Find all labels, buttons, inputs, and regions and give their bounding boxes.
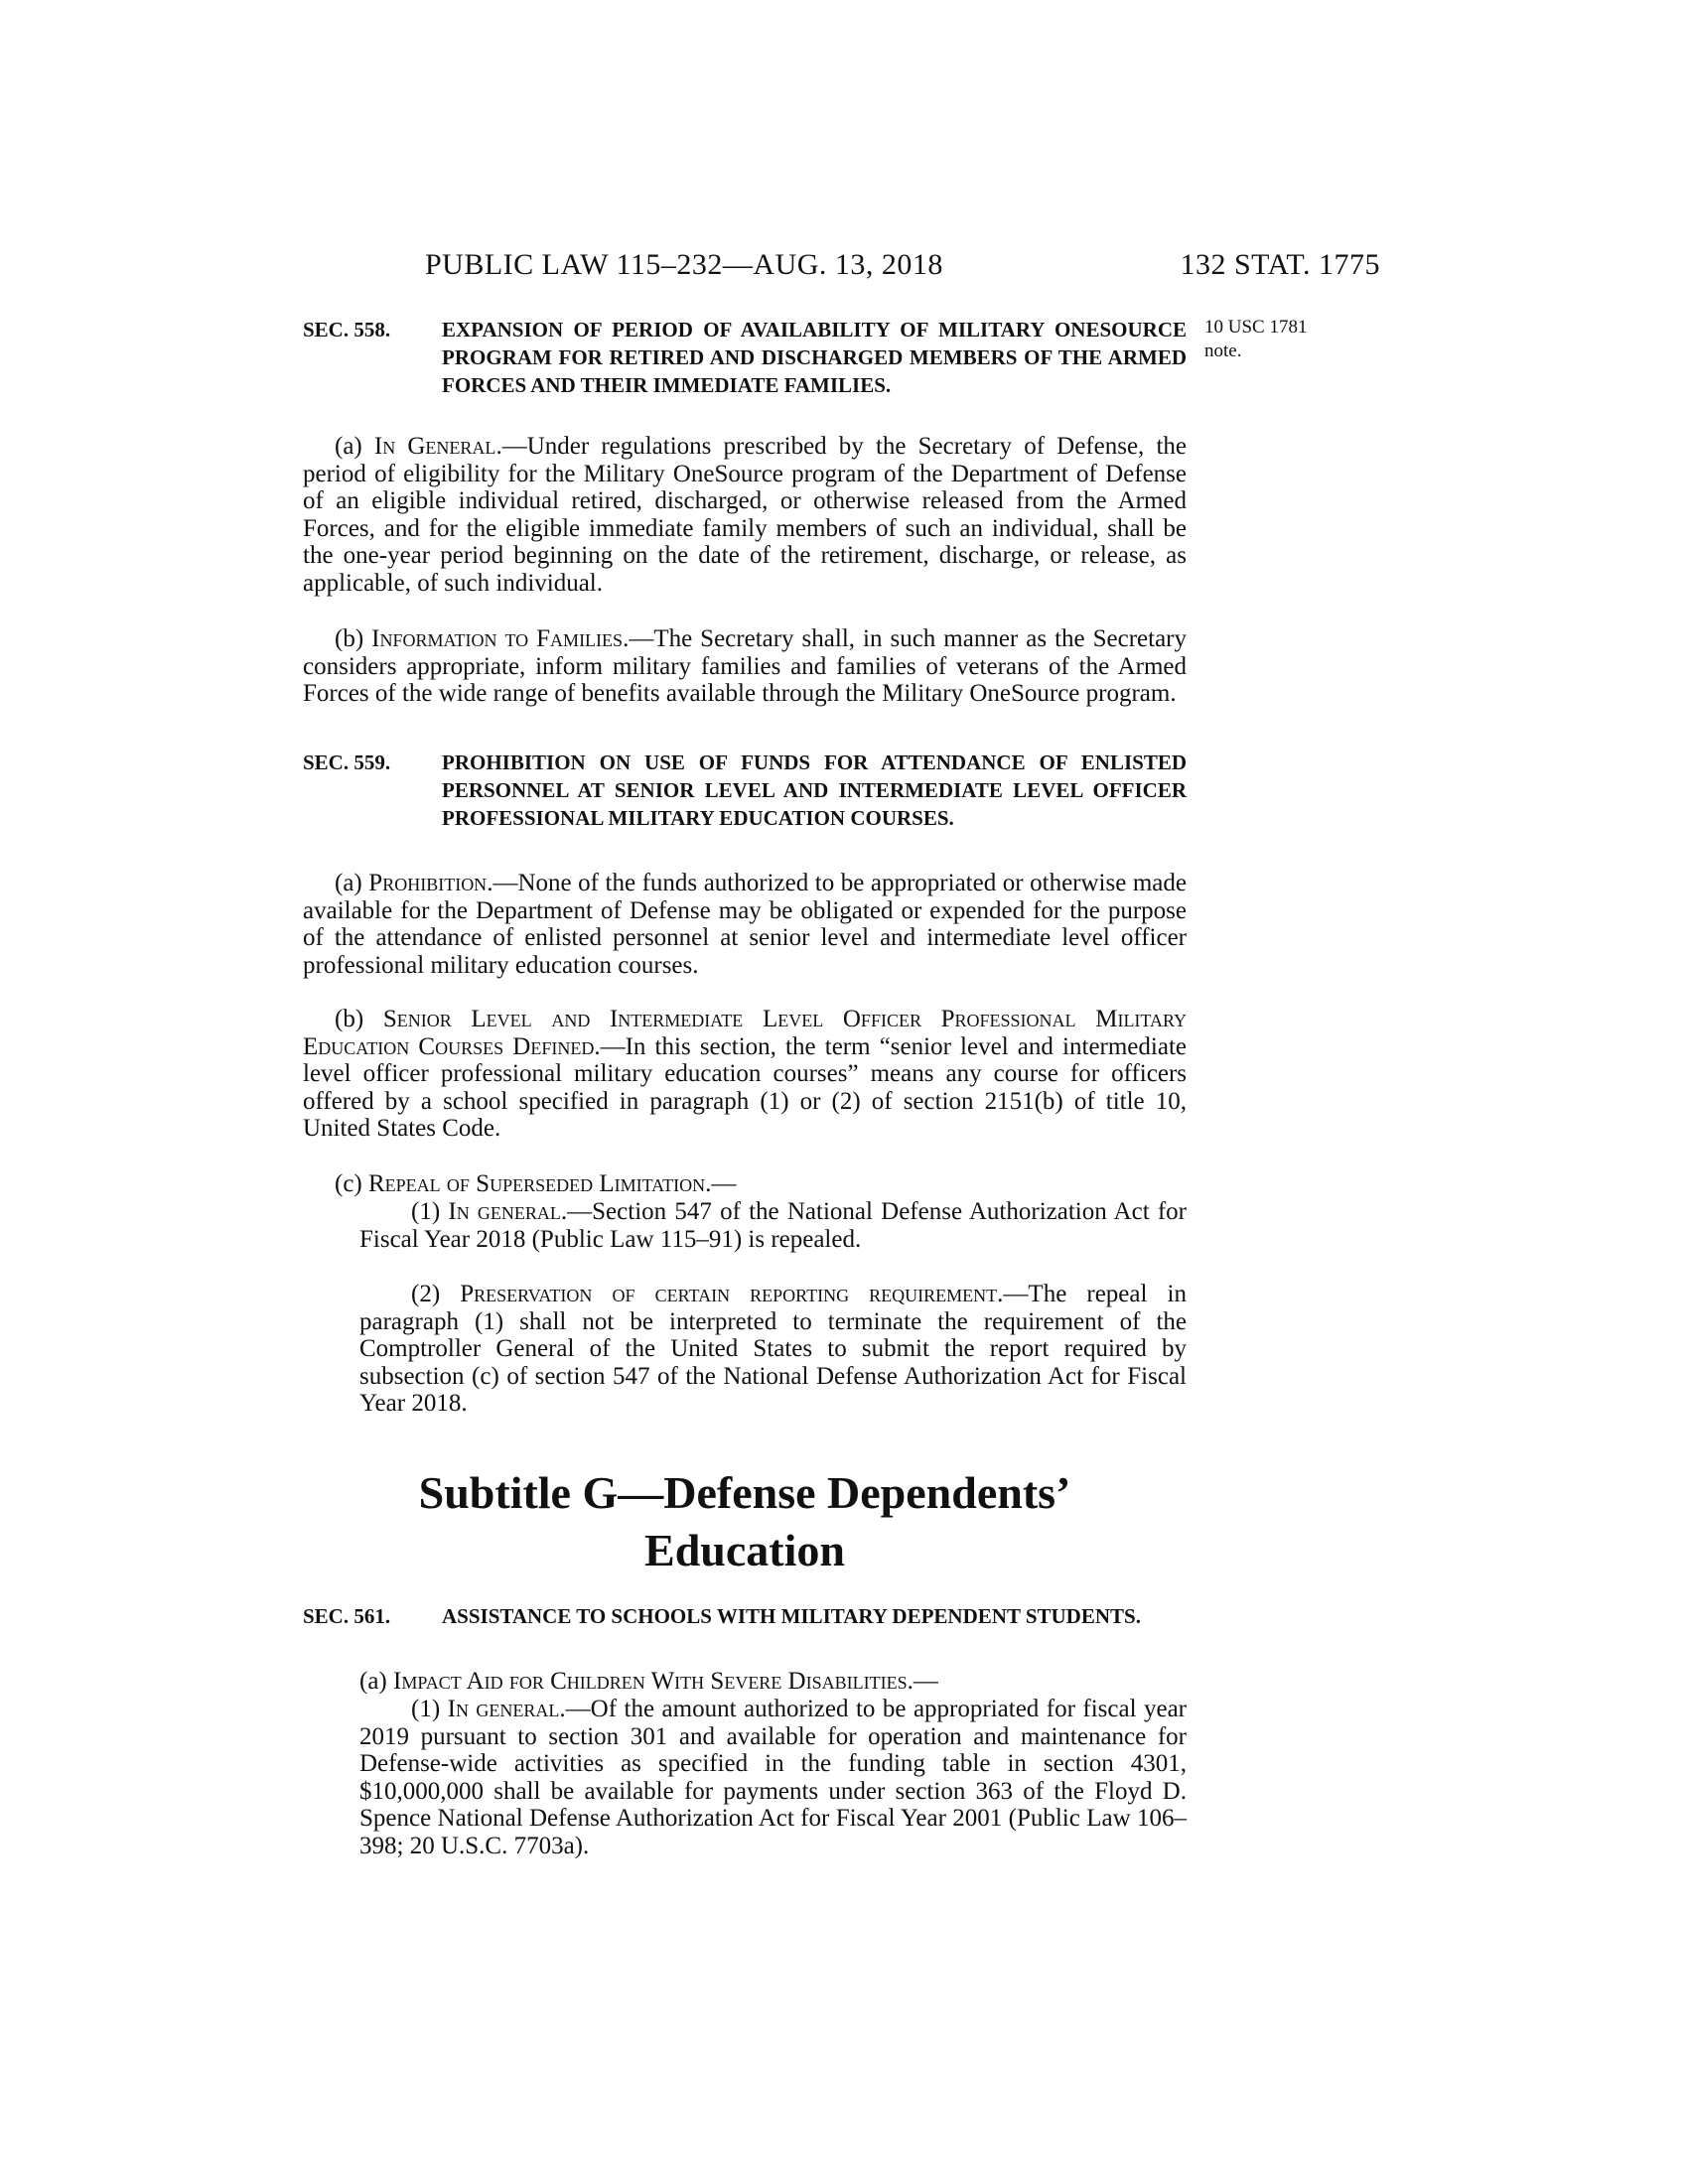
subsection-caption: In General (373, 433, 496, 460)
section-559-heading (303, 749, 1187, 860)
section-number: SEC. 559. (303, 751, 391, 774)
subsection-label: (a) (335, 433, 374, 460)
margin-note (1204, 316, 1307, 363)
section-title: ASSISTANCE TO SCHOOLS WITH MILITARY DEPENDENT STUDENTS. (442, 1604, 1141, 1628)
subsection-text: .— (907, 1668, 938, 1695)
subsection-label: (a) (359, 1668, 393, 1695)
paragraph-text: .—Of the amount authorized to be appropriated for fiscal year 2019 pursuant to section 301 and available for operation and maintenance for Defense-wide activities as specified in the funding table in section 4301, $10,000,000 shall be available for payments under section 363 of the Floyd D. Spence National Defense Authorization Act for Fiscal Year 2001 (Public Law 106–398; 20 U.S.C. 7703a). (359, 1696, 1188, 1859)
subsection-caption: Impact Aid for Children With Severe Disabilities (393, 1668, 908, 1695)
section-558-heading (303, 316, 1187, 427)
subsection-caption: Senior Level and Intermediate Level Officer Professional Military Education Courses Defined (303, 1006, 1187, 1060)
section-title: EXPANSION OF PERIOD OF AVAILABILITY OF MILITARY ONESOURCE PROGRAM FOR RETIRED AND DISCHARGED MEMBERS OF THE ARMED FORCES AND THEIR IMMEDIATE FAMILIES. (442, 318, 1187, 397)
subtitle-heading (303, 1464, 1187, 1579)
subtitle-line-1: Subtitle G—Defense Dependents’ (418, 1467, 1071, 1518)
paragraph-caption: Preservation of certain reporting requirement (460, 1281, 998, 1307)
paragraph-caption: In general (448, 1198, 561, 1225)
running-header (298, 248, 1380, 288)
paragraph-text: .—Section 547 of the National Defense Authorization Act for Fiscal Year 2018 (Public Law 115–91) is repealed. (359, 1198, 1188, 1253)
subsection-text: .— (705, 1170, 737, 1197)
section-559-paragraph-c1 (359, 1198, 1187, 1253)
subsection-text: .—In this section, the term “senior level and intermediate level officer professional military education courses” means any course for officers offered by a school specified in paragraph (1) or (2) of section 2151(b) of title 10, United States Code. (303, 1032, 1187, 1143)
subtitle-line-2: Education (644, 1525, 845, 1575)
section-559-subsection-c (303, 1170, 1187, 1198)
paragraph-label: (1) (411, 1696, 448, 1722)
paragraph-label: (2) (411, 1281, 461, 1307)
section-title: PROHIBITION ON USE OF FUNDS FOR ATTENDANCE OF ENLISTED PERSONNEL AT SENIOR LEVEL AND INTERMEDIATE LEVEL OFFICER PROFESSIONAL MILITARY EDUCATION COURSES. (442, 751, 1187, 830)
subsection-text: .—The Secretary shall, in such manner as the Secretary considers appropriate, inform military families and families of veterans of the Armed Forces of the wide range of benefits available through the Military OneSource program. (303, 625, 1187, 708)
section-number: SEC. 561. (303, 1604, 391, 1628)
subsection-caption: Information to Families (371, 625, 624, 652)
subsection-label: (b) (335, 625, 372, 652)
section-559-paragraph-c2 (359, 1281, 1187, 1418)
subsection-caption: Repeal of Superseded Limitation (368, 1170, 706, 1197)
subsection-label: (b) (335, 1006, 383, 1032)
subsection-label: (a) (335, 870, 369, 896)
section-561-subsection-a (303, 1668, 1187, 1696)
paragraph-text: .—The repeal in paragraph (1) shall not be interpreted to terminate the requirement of the Comptroller General of the United States to submit the report required by subsection (c) of section 547 of the National Defense Authorization Act for Fiscal Year 2018. (359, 1281, 1187, 1418)
public-law-citation: PUBLIC LAW 115–232—AUG. 13, 2018 (425, 248, 943, 281)
subsection-text: .—None of the funds authorized to be appropriated or otherwise made available for the Department of Defense may be obligated or expended for the purpose of the attendance of enlisted personnel at senior level and intermediate level officer professional military education courses. (303, 870, 1187, 979)
subsection-label: (c) (335, 1170, 368, 1197)
section-559-subsection-b (303, 1006, 1187, 1143)
section-561-paragraph-a1 (359, 1696, 1187, 1860)
section-561-heading (303, 1602, 1187, 1658)
margin-note-suffix: note. (1204, 341, 1242, 361)
paragraph-label: (1) (411, 1198, 449, 1225)
section-558-subsection-b (303, 625, 1187, 708)
section-558-subsection-a (303, 433, 1187, 598)
section-559-subsection-a (303, 870, 1187, 979)
section-number: SEC. 558. (303, 318, 391, 341)
paragraph-caption: In general (447, 1696, 560, 1722)
statute-page-number: 132 STAT. 1775 (1180, 248, 1380, 281)
subsection-caption: Prohibition (368, 870, 488, 896)
subsection-text: .—Under regulations prescribed by the Secretary of Defense, the period of eligibility for the Military OneSource program of the Department of Defense of an eligible individual retired, discharged, or otherwise released from the Armed Forces, and for the eligible immediate family members of such an individual, shall be the one-year period beginning on the date of the retirement, discharge, or release, as applicable, of such individual. (303, 433, 1188, 597)
margin-note-citation: 10 USC 1781 (1204, 317, 1308, 338)
